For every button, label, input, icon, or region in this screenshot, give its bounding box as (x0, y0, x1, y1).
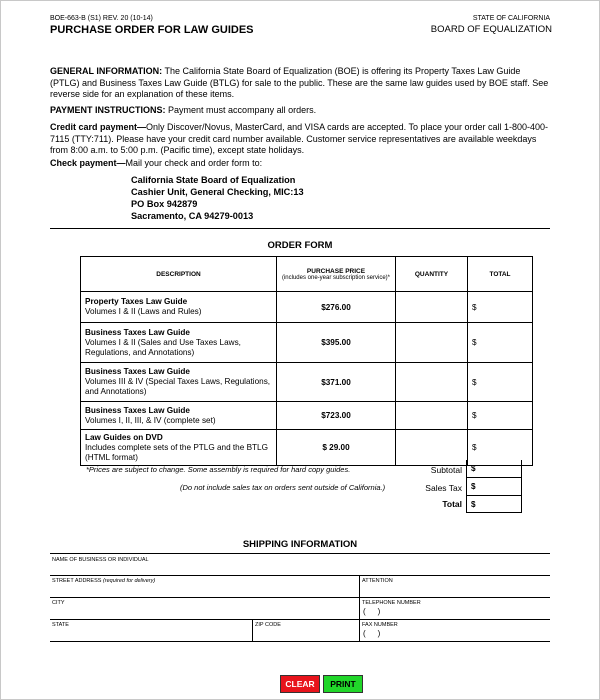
address-line-2: Cashier Unit, General Checking, MIC:13 (131, 187, 304, 197)
dollar-sign: $ (471, 464, 476, 473)
credit-label: Credit card payment— (50, 122, 147, 132)
table-row (81, 430, 533, 466)
telephone-field[interactable] (363, 607, 380, 616)
paren-open: ( (363, 607, 366, 616)
item-title: Business Taxes Law Guide (85, 405, 190, 415)
form-number: BOE-663-B (S1) REV. 20 (10-14) (50, 15, 153, 22)
total-label: Total (442, 499, 462, 509)
check-label: Check payment— (50, 158, 126, 168)
name-label: NAME OF BUSINESS OR INDIVIDUAL (52, 557, 149, 563)
check-payment (50, 158, 550, 170)
state-label: STATE OF CALIFORNIA (472, 15, 550, 22)
item-detail: Volumes III & IV (Special Taxes Laws, Regulations, and Annotations) (85, 377, 271, 396)
name-field[interactable] (50, 564, 550, 574)
paren-close: ) (377, 607, 381, 616)
col-price-title: PURCHASE PRICE (306, 267, 366, 275)
quantity-field[interactable] (396, 323, 468, 363)
quantity-field[interactable] (396, 363, 468, 402)
tax-note: (Do not include sales tax on orders sent outside of California.) (180, 483, 386, 492)
item-description (81, 323, 277, 363)
general-text: The California State Board of Equalization (BOE) is offering its Property Taxes Law Guide (PTLG) and Business Taxes Law Guide (BTLG) for sale to the public. These are the same law guides used by BOE staff. See reverse side for an explanation of these items. (50, 66, 549, 99)
column-divider (359, 575, 360, 641)
item-price: $276.00 (277, 292, 396, 323)
mailing-address (131, 174, 304, 222)
item-title: Business Taxes Law Guide (85, 327, 190, 337)
paren-open: ( (363, 629, 366, 638)
zip-field[interactable] (254, 629, 358, 640)
paren-close: ) (377, 629, 381, 638)
shipping-heading: SHIPPING INFORMATION (242, 539, 358, 550)
city-label: CITY (52, 600, 65, 606)
item-price: $723.00 (277, 402, 396, 430)
col-total: TOTAL (468, 257, 533, 292)
fax-field[interactable] (363, 629, 380, 638)
item-detail: Includes complete sets of the PTLG and the BTLG (HTML format) (85, 442, 268, 462)
item-detail: Volumes I & II (Laws and Rules) (85, 307, 202, 316)
item-title: Business Taxes Law Guide (85, 367, 190, 376)
item-title: Property Taxes Law Guide (85, 297, 188, 306)
payment-instructions (50, 105, 550, 117)
street-label-text: STREET ADDRESS (52, 578, 102, 584)
item-description (81, 363, 277, 402)
col-price (277, 257, 396, 292)
rule (50, 619, 550, 620)
state-field-label: STATE (52, 622, 69, 628)
board-label: BOARD OF EQUALIZATION (430, 24, 552, 35)
item-detail: Volumes I, II, III, & IV (complete set) (85, 415, 216, 425)
section-divider (50, 228, 550, 229)
item-description (81, 402, 277, 430)
quantity-field[interactable] (396, 292, 468, 323)
street-address-field[interactable] (50, 585, 358, 596)
dollar-sign: $ (471, 500, 476, 509)
item-total-field[interactable] (468, 323, 533, 363)
state-field[interactable] (50, 629, 250, 640)
price-note: *Prices are subject to change. Some assembly is required for hard copy guides. (86, 465, 351, 474)
column-divider (252, 619, 253, 641)
order-table-header (81, 257, 533, 292)
general-information (50, 66, 550, 101)
item-price: $395.00 (277, 323, 396, 363)
shipping-bottom-rule (50, 641, 550, 642)
subtotal-field[interactable] (466, 460, 522, 478)
col-description: DESCRIPTION (81, 257, 277, 292)
subtotal-label: Subtotal (430, 465, 462, 475)
attention-label: ATTENTION (362, 578, 393, 584)
order-table (80, 256, 533, 466)
dollar-sign: $ (472, 338, 477, 347)
item-description (81, 430, 277, 466)
print-button[interactable]: PRINT (323, 675, 363, 693)
item-price: $371.00 (277, 363, 396, 402)
form-title: PURCHASE ORDER FOR LAW GUIDES (50, 24, 254, 36)
item-total-field[interactable] (468, 363, 533, 402)
dollar-sign: $ (472, 377, 477, 387)
item-price: $ 29.00 (277, 430, 396, 466)
item-description (81, 292, 277, 323)
street-note: (required for delivery) (102, 578, 156, 584)
zip-label: ZIP CODE (255, 622, 281, 628)
payment-text: Payment must accompany all orders. (168, 105, 317, 115)
item-detail: Volumes I & II (Sales and Use Taxes Laws, Regulations, and Annotations) (85, 337, 241, 357)
table-row (81, 402, 533, 430)
quantity-field[interactable] (396, 402, 468, 430)
clear-button[interactable]: CLEAR (280, 675, 320, 693)
sales-tax-field[interactable] (466, 478, 522, 496)
rule (50, 575, 550, 576)
table-row (81, 363, 533, 402)
street-label (52, 578, 155, 584)
table-row (81, 323, 533, 363)
dollar-sign: $ (472, 302, 477, 312)
col-price-sub: (includes one-year subscription service)* (281, 274, 391, 281)
item-title: Law Guides on DVD (85, 432, 163, 442)
check-text: Mail your check and order form to: (125, 158, 263, 168)
dollar-sign: $ (472, 411, 477, 420)
credit-text: Only Discover/Novus, MasterCard, and VISA cards are accepted. To place your order call 1-800-400-7115 (TTY:711). Please have your credit card number available. Customer service representatives are available weekdays from 8:00 a.m. to 5:00 p.m. (Pacific time), except state holidays. (50, 122, 549, 155)
dollar-sign: $ (471, 482, 476, 491)
address-line-3: PO Box 942879 (131, 199, 198, 209)
item-total-field[interactable] (468, 402, 533, 430)
col-quantity: QUANTITY (396, 257, 468, 292)
payment-label: PAYMENT INSTRUCTIONS: (50, 105, 166, 115)
attention-field[interactable] (361, 585, 550, 596)
general-label: GENERAL INFORMATION: (50, 66, 163, 76)
address-line-1: California State Board of Equalization (131, 175, 296, 185)
shipping-top-rule (50, 553, 550, 554)
sales-tax-label: Sales Tax (425, 483, 462, 493)
quantity-field[interactable] (396, 430, 468, 466)
dollar-sign: $ (472, 443, 477, 452)
city-field[interactable] (50, 607, 358, 618)
item-total-field[interactable] (468, 292, 533, 323)
address-line-4: Sacramento, CA 94279-0013 (131, 211, 254, 221)
table-row (81, 292, 533, 323)
fax-label: FAX NUMBER (362, 622, 398, 628)
telephone-label: TELEPHONE NUMBER (362, 600, 421, 606)
total-field[interactable] (466, 496, 522, 513)
rule (50, 597, 550, 598)
order-form-heading: ORDER FORM (267, 240, 333, 251)
credit-card-payment (50, 122, 550, 157)
